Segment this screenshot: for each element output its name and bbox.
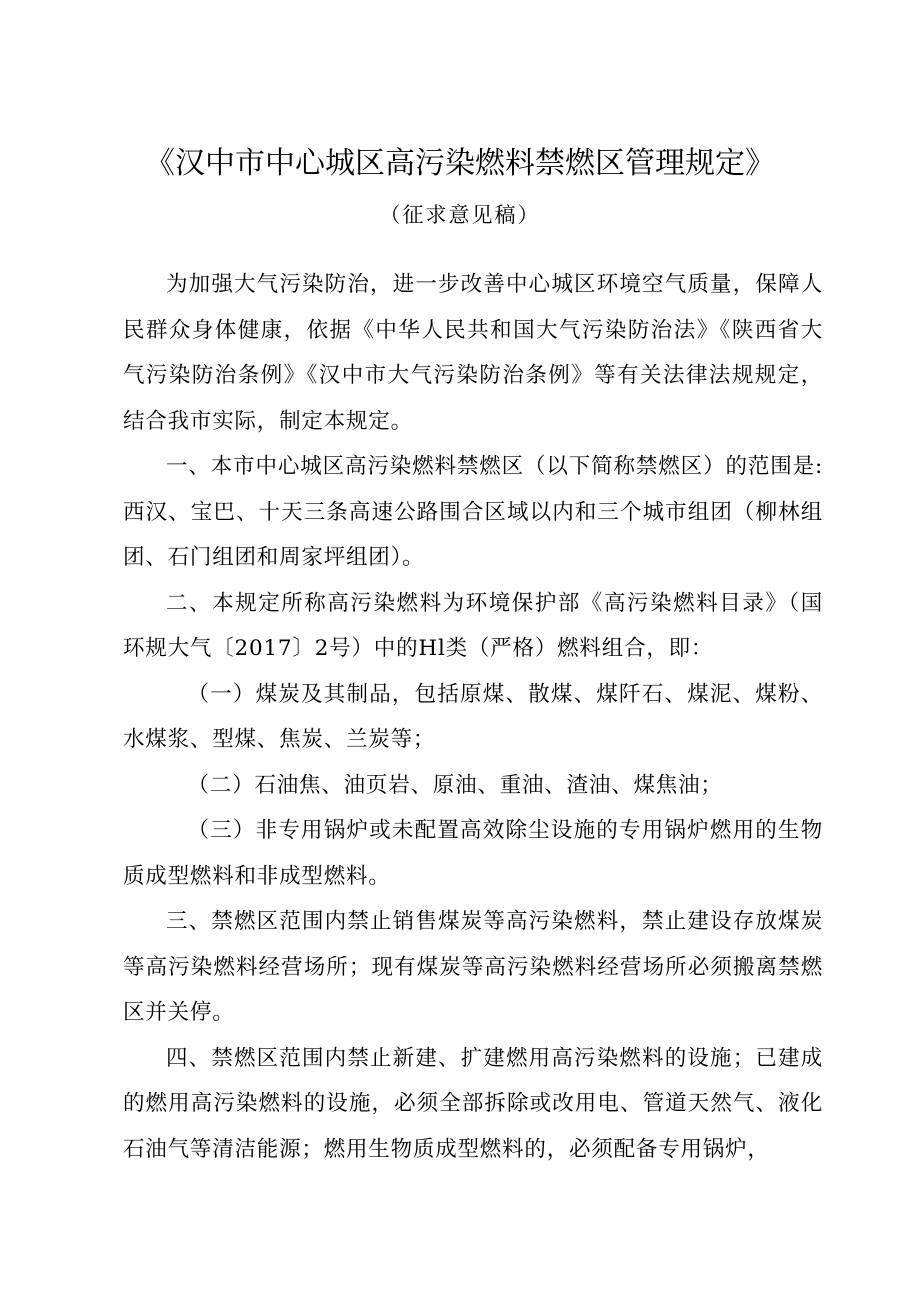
paragraph-article-1: 一、本市中心城区高污染燃料禁燃区（以下简称禁燃区）的范围是: 西汉、宝巴、十天三条高速公路围合区域以内和三个城市组团（柳林组团、石门组团和周家坪组团）。 xyxy=(123,454,823,570)
paragraph-item-2: （二）石油焦、油页岩、原油、重油、渣油、煤焦油； xyxy=(187,772,723,798)
document-subtitle: （征求意见稿） xyxy=(379,203,541,227)
document-body xyxy=(123,262,823,1172)
paragraph-article-4: 四、禁燃区范围内禁止新建、扩建燃用高污染燃料的设施；已建成的燃用高污染燃料的设施，必须全部拆除或改用电、管道天然气、液化石油气等清洁能源；燃用生物质成型燃料的，必须配备专用锅炉， xyxy=(123,1045,823,1162)
paragraph-preamble: 为加强大气污染防治，进一步改善中心城区环境空气质量，保障人民群众身体健康，依据《中华人民共和国大气污染防治法》《陕西省大气污染防治条例》《汉中市大气污染防治条例》等有关法律法规规定，结合我市实际，制定本规定。 xyxy=(123,272,823,434)
paragraph-article-2: 二、本规定所称高污染燃料为环境保护部《高污染燃料目录》（国环规大气〔2017〕2号）中的Hl类（严格）燃料组合，即： xyxy=(123,590,823,661)
document-title: 《汉中市中心城区高污染燃料禁燃区管理规定》 xyxy=(145,146,775,181)
paragraph-item-3: （三）非专用锅炉或未配置高效除尘设施的专用锅炉燃用的生物质成型燃料和非成型燃料。 xyxy=(123,818,823,889)
paragraph-item-1: （一）煤炭及其制品，包括原煤、散煤、煤阡石、煤泥、煤粉、水煤浆、型煤、焦炭、兰炭等； xyxy=(123,681,823,752)
paragraph-article-3: 三、禁燃区范围内禁止销售煤炭等高污染燃料，禁止建设存放煤炭等高污染燃料经营场所；现有煤炭等高污染燃料经营场所必须搬离禁燃区并关停。 xyxy=(123,909,823,1025)
